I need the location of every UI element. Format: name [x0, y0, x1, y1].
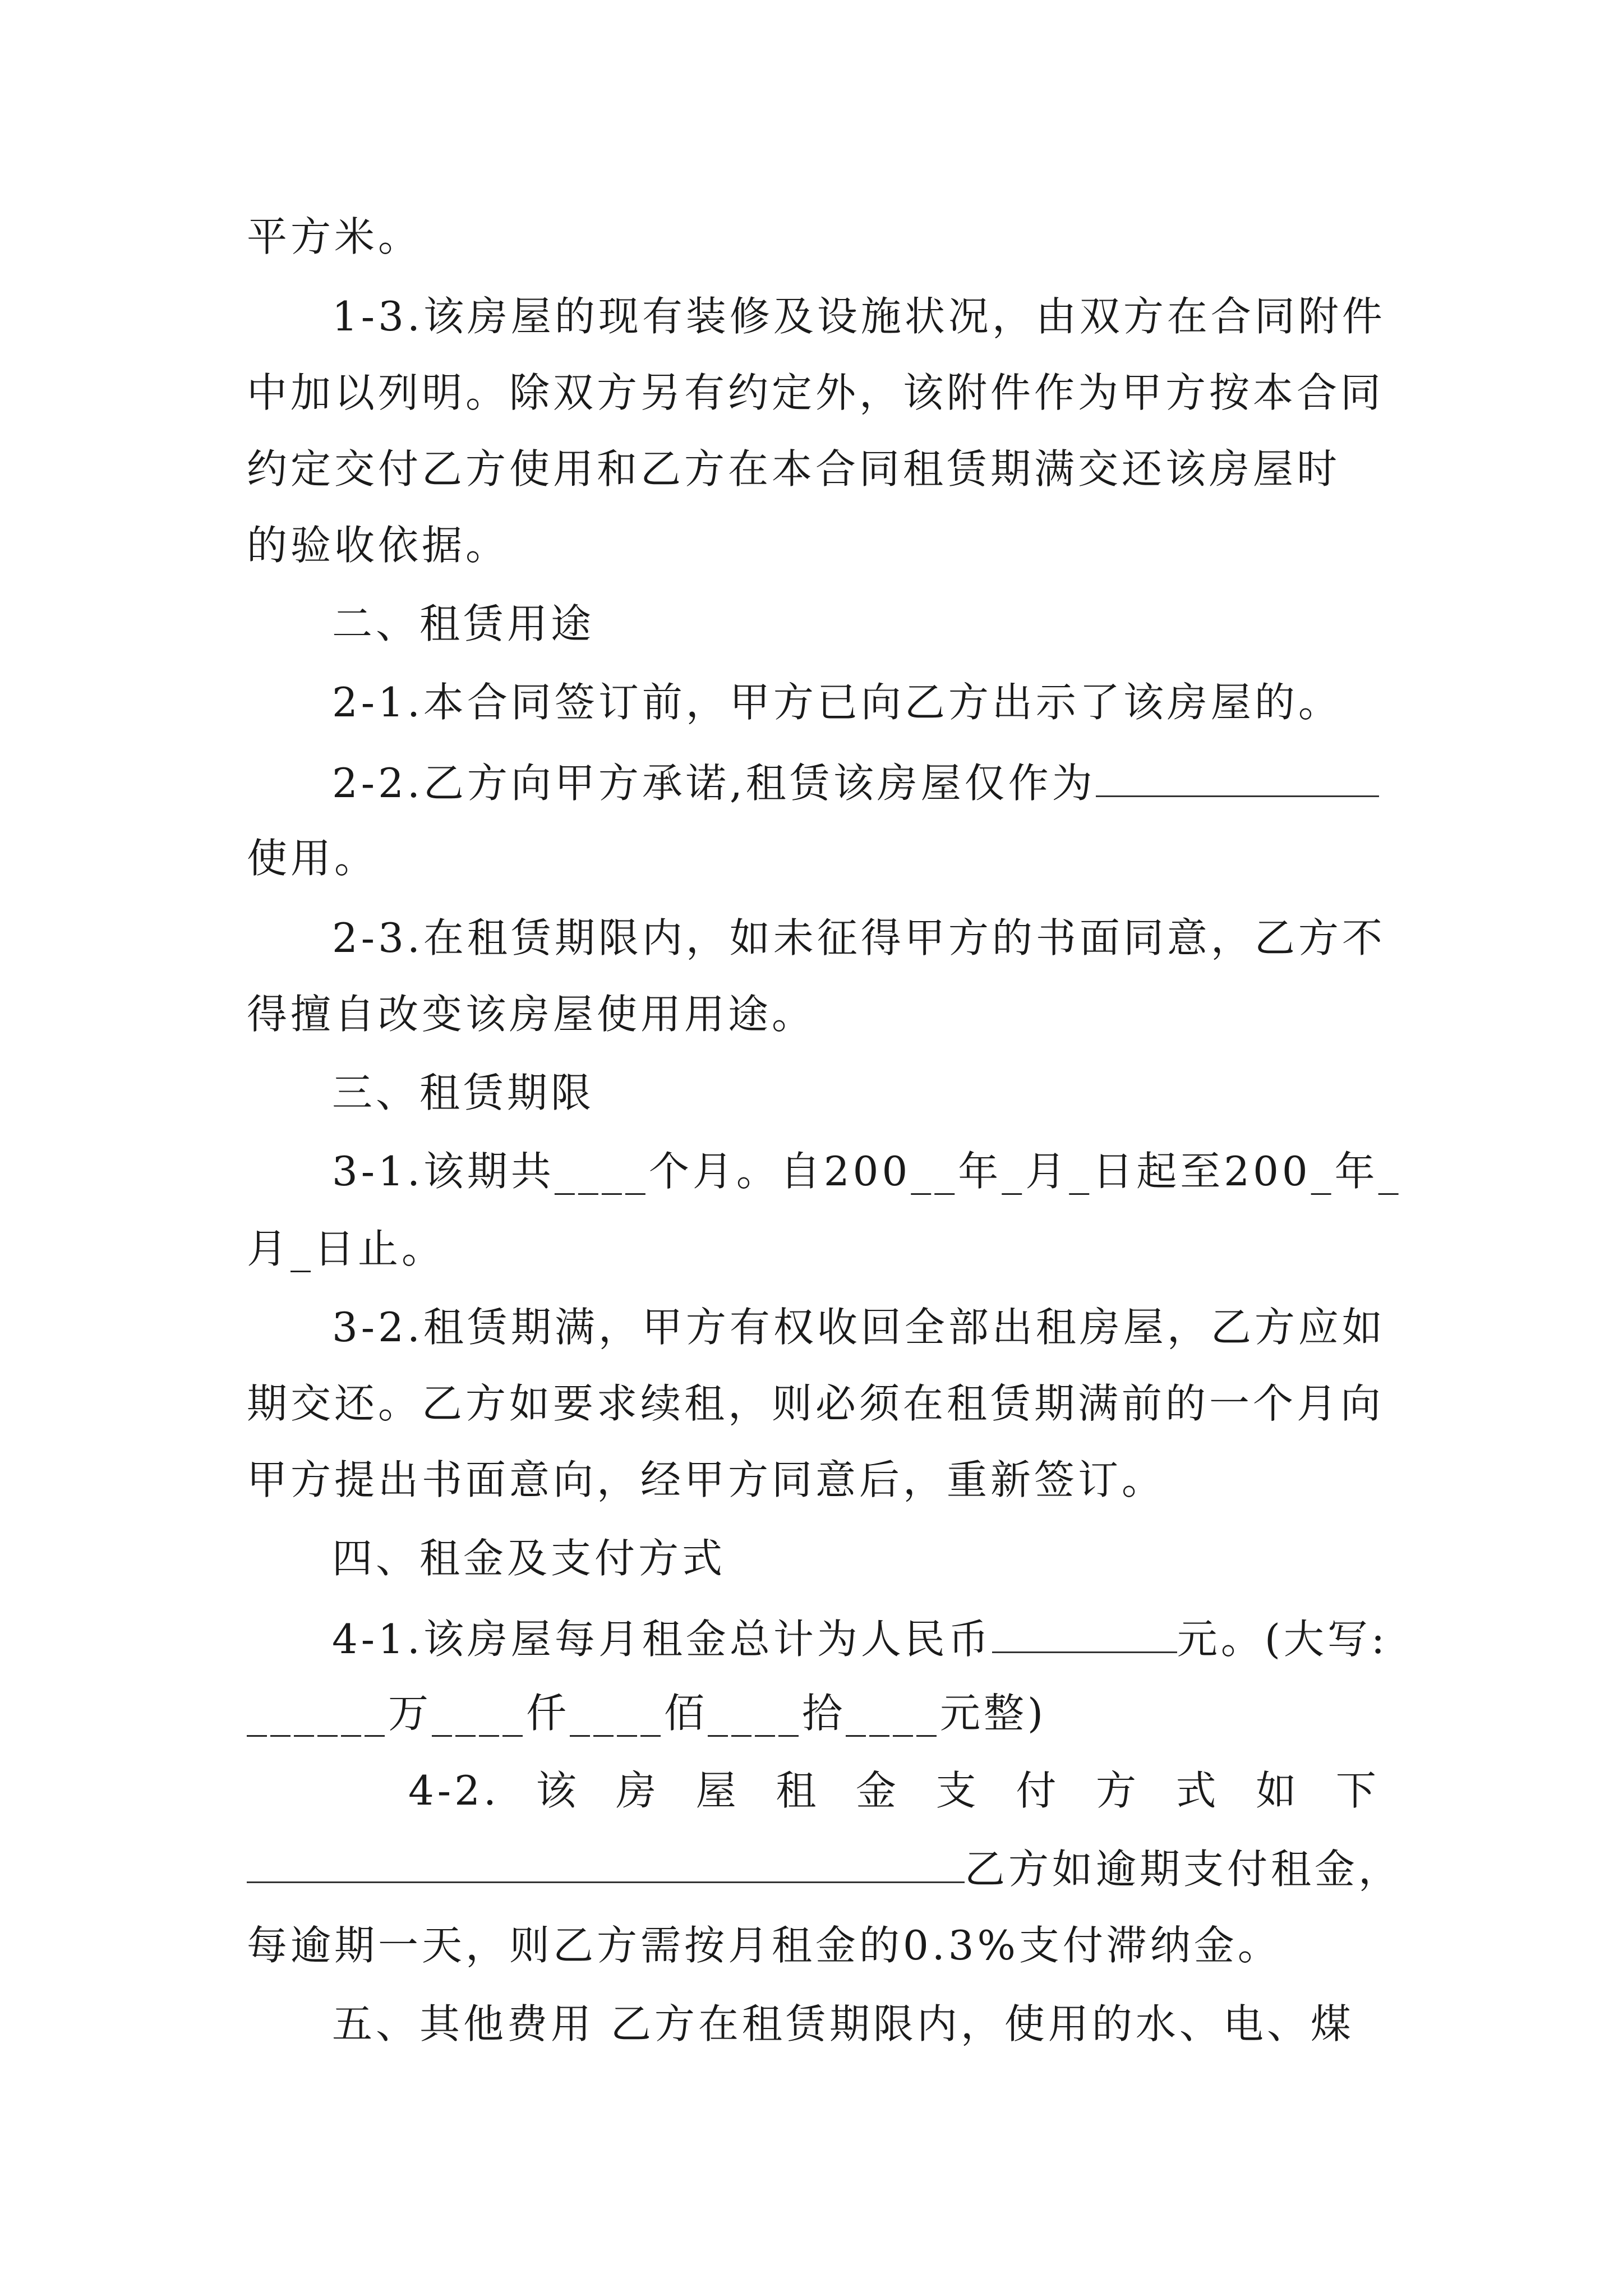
clause-2-3-line-2: 得擅自改变该房屋使用用途。	[247, 991, 816, 1038]
clause-1-3-line-4: 的验收依据。	[247, 522, 510, 569]
clause-4-2-word: 租	[776, 1767, 820, 1814]
usage-blank	[1096, 761, 1379, 797]
clause-4-2-word: 屋	[695, 1767, 740, 1814]
clause-4-1-line-2: ______万____仟____佰____拾____元整)	[247, 1690, 1047, 1737]
clause-2-1: 2-1.本合同签订前，甲方已向乙方出示了该房屋的。	[332, 679, 1342, 726]
clause-4-2-word: 该	[536, 1767, 580, 1814]
clause-1-3-line-3: 约定交付乙方使用和乙方在本合同租赁期满交还该房屋时	[247, 445, 1341, 493]
section-heading-4: 四、租金及支付方式	[332, 1535, 726, 1582]
clause-4-2-word: 下	[1335, 1767, 1380, 1814]
clause-4-1-tail: 元。(大写:	[1177, 1616, 1389, 1663]
clause-4-2-word: 支	[935, 1767, 980, 1814]
clause-4-2-word: 方	[1095, 1767, 1140, 1814]
clause-4-2-word: 付	[1016, 1767, 1060, 1814]
clause-2-2-text: 2-2.乙方向甲方承诺,租赁该房屋仅作为	[332, 760, 1096, 807]
clause-4-2-tail: 乙方如逾期支付租金，	[965, 1846, 1403, 1893]
clause-4-2-word: 金	[856, 1767, 900, 1814]
text-line: 平方米。	[247, 213, 422, 260]
clause-3-1-line-1: 3-1.该期共____个月。自200__年_月_日起至200_年_	[332, 1148, 1402, 1195]
payment-method-blank	[247, 1847, 965, 1883]
clause-4-2-word: 房	[616, 1767, 660, 1814]
clause-4-1-text: 4-1.该房屋每月租金总计为人民币	[332, 1616, 992, 1663]
clause-4-1-line-1	[332, 1616, 1389, 1663]
clause-2-2-line-2: 使用。	[247, 835, 379, 882]
clause-3-1-line-2: 月_日止。	[247, 1225, 446, 1272]
clause-4-2-word: 如	[1256, 1767, 1300, 1814]
clause-3-2-line-1: 3-2.租赁期满，甲方有权收回全部出租房屋，乙方应如	[332, 1304, 1386, 1351]
clause-2-3-line-1: 2-3.在租赁期限内，如未征得甲方的书面同意，乙方不	[332, 914, 1386, 961]
clause-3-2-line-2: 期交还。乙方如要求续租，则必须在租赁期满前的一个月向	[247, 1380, 1385, 1427]
clause-4-2-line-2	[247, 1846, 1403, 1893]
clause-3-2-line-3: 甲方提出书面意向，经甲方同意后，重新签订。	[247, 1456, 1166, 1503]
clause-1-3-line-2: 中加以列明。除双方另有约定外，该附件作为甲方按本合同	[247, 369, 1385, 416]
section-heading-5: 五、其他费用 乙方在租赁期限内，使用的水、电、煤	[332, 2000, 1354, 2047]
clause-1-3-line-1: 1-3.该房屋的现有装修及设施状况，由双方在合同附件	[332, 293, 1386, 340]
section-heading-3: 三、租赁期限	[332, 1069, 595, 1116]
clause-4-2-line-3: 每逾期一天，则乙方需按月租金的0.3%支付滞纳金。	[247, 1922, 1281, 1969]
rent-amount-blank	[992, 1617, 1177, 1653]
clause-4-2-word: 4-2.	[408, 1767, 500, 1814]
section-heading-2: 二、租赁用途	[332, 600, 595, 647]
clause-4-2-line-1	[408, 1767, 1380, 1814]
clause-2-2-line-1	[332, 760, 1379, 807]
clause-4-2-word: 式	[1175, 1767, 1220, 1814]
